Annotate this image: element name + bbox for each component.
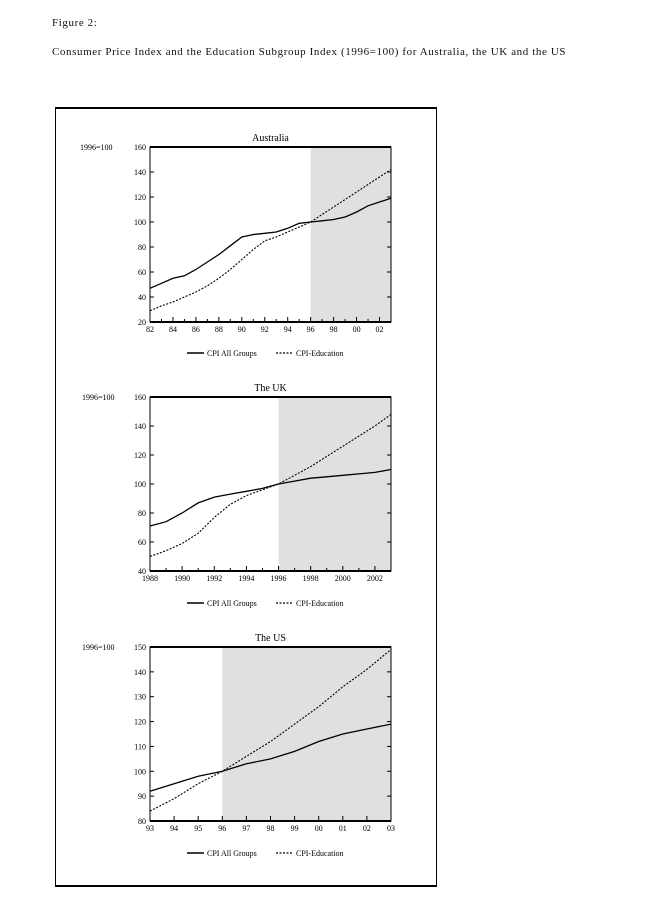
y-tick-label: 160 [134, 393, 146, 402]
x-tick-label: 02 [375, 325, 384, 334]
legend [187, 599, 344, 608]
figure-label: Figure 2: [52, 17, 98, 29]
x-tick-label: 98 [329, 325, 338, 334]
y-tick-label: 90 [138, 792, 146, 802]
y-axis-label: 1996=100 [82, 393, 115, 402]
y-tick-label: 60 [138, 538, 146, 547]
x-tick-label: 96 [218, 824, 227, 833]
y-axis-label: 1996=100 [80, 143, 113, 152]
y-tick-label: 130 [134, 692, 146, 702]
y-tick-label: 110 [134, 742, 146, 752]
legend-label: CPI All Groups [207, 849, 257, 858]
y-tick-label: 120 [134, 451, 146, 460]
y-tick-label: 80 [138, 509, 146, 518]
x-tick-label: 98 [266, 824, 275, 833]
x-tick-label: 94 [283, 325, 292, 334]
x-tick-label: 00 [352, 325, 361, 334]
shaded-region [222, 647, 391, 821]
x-tick-label: 97 [242, 824, 251, 833]
y-tick-label: 140 [134, 168, 146, 177]
y-tick-label: 20 [138, 318, 146, 327]
x-tick-label: 1990 [174, 574, 191, 583]
legend [187, 849, 344, 858]
shaded-region [279, 397, 391, 571]
legend [187, 349, 344, 358]
x-tick-label: 00 [314, 824, 323, 833]
y-tick-label: 80 [138, 243, 146, 252]
x-tick-label: 1992 [206, 574, 223, 583]
y-tick-label: 100 [134, 767, 146, 777]
x-tick-label: 99 [290, 824, 299, 833]
x-tick-label: 82 [146, 325, 154, 334]
x-tick-label: 92 [260, 325, 269, 334]
x-tick-label: 86 [191, 325, 200, 334]
x-tick-label: 96 [306, 325, 315, 334]
shaded-region [311, 147, 391, 322]
x-tick-label: 03 [387, 824, 395, 833]
x-tick-label: 88 [214, 325, 223, 334]
chart-panel-3 [82, 633, 395, 858]
y-tick-label: 40 [138, 567, 146, 576]
x-tick-label: 02 [362, 824, 371, 833]
y-tick-label: 40 [138, 293, 146, 302]
chart-panel-1 [80, 133, 391, 358]
figure-title: Consumer Price Index and the Education Subgroup Index (1996=100) for Australia, the UK and the US [52, 46, 567, 58]
y-axis-label: 1996=100 [82, 643, 115, 652]
chart-title: The US [255, 633, 286, 644]
y-tick-label: 120 [134, 193, 146, 202]
x-tick-label: 90 [237, 325, 246, 334]
y-tick-label: 80 [138, 817, 146, 826]
chart-panel-2 [82, 383, 391, 608]
chart-title: Australia [252, 133, 289, 144]
y-tick-label: 140 [134, 667, 146, 677]
x-tick-label: 1994 [238, 574, 255, 583]
x-tick-label: 1988 [142, 574, 158, 583]
x-tick-label: 01 [338, 824, 347, 833]
legend-label: CPI-Education [296, 599, 344, 608]
y-tick-label: 60 [138, 268, 146, 277]
x-tick-label: 2002 [366, 574, 383, 583]
legend-label: CPI-Education [296, 349, 344, 358]
x-tick-label: 1998 [302, 574, 319, 583]
y-tick-label: 100 [134, 218, 146, 227]
legend-label: CPI All Groups [207, 599, 257, 608]
y-tick-label: 160 [134, 143, 146, 152]
x-tick-label: 2000 [334, 574, 351, 583]
x-tick-label: 94 [170, 824, 179, 833]
legend-label: CPI All Groups [207, 349, 257, 358]
y-tick-label: 120 [134, 717, 146, 727]
x-tick-label: 93 [146, 824, 154, 833]
x-tick-label: 1996 [270, 574, 287, 583]
y-tick-label: 150 [134, 643, 146, 652]
x-tick-label: 84 [168, 325, 177, 334]
x-tick-label: 95 [194, 824, 203, 833]
y-tick-label: 140 [134, 422, 146, 431]
chart-title: The UK [254, 383, 287, 394]
legend-label: CPI-Education [296, 849, 344, 858]
y-tick-label: 100 [134, 480, 146, 489]
